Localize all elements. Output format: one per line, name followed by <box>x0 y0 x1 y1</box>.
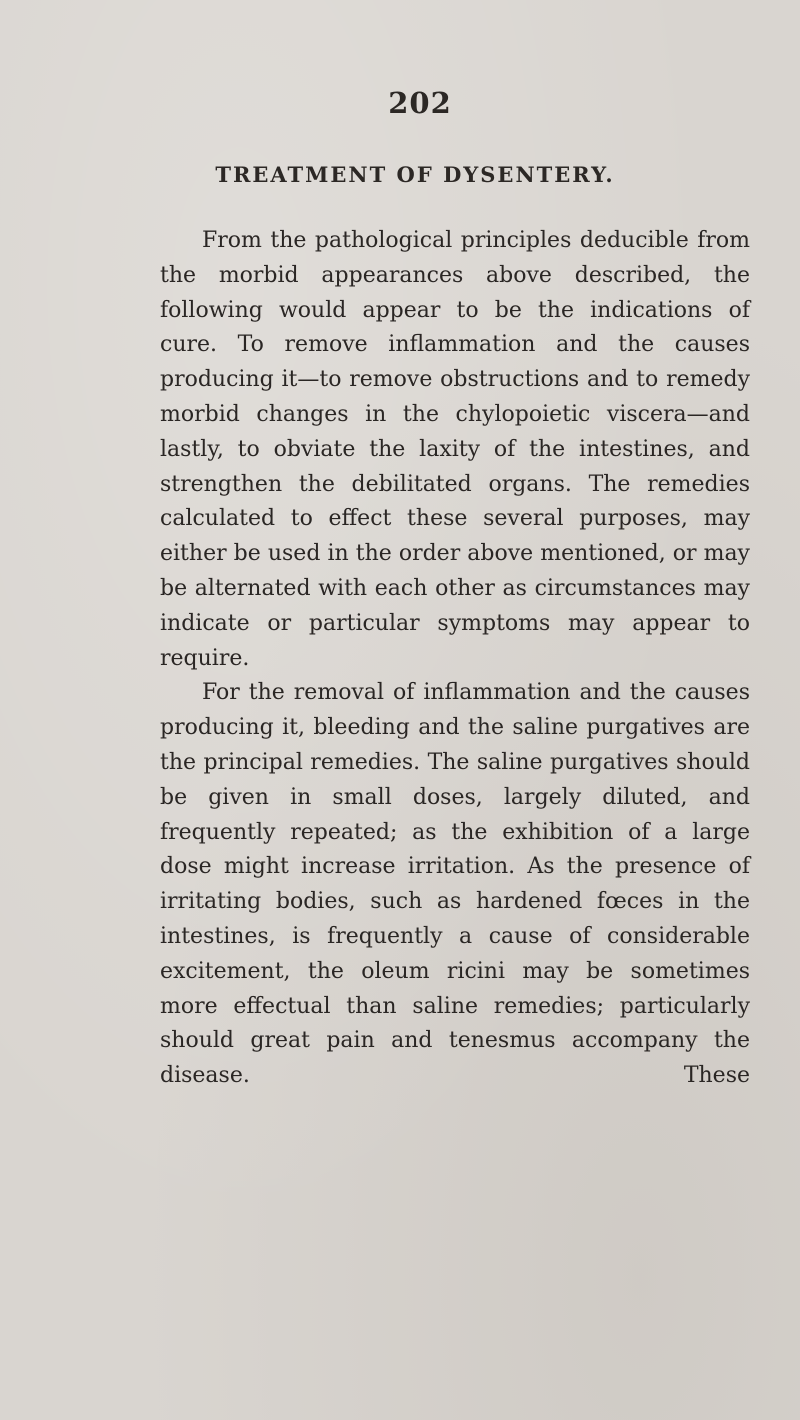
body-text <box>160 224 750 1094</box>
chapter-title: TREATMENT OF DYSENTERY. <box>215 162 615 187</box>
paragraph-2: For the removal of inflammation and the causes producing it, bleeding and the saline purgatives are the principal remedies. The saline purgatives should be given in small doses, largely diluted, and frequently repeated; as the exhibition of a large dose might increase irritation. As the presence of irritating bodies, such as hardened fœces in the intestines, is frequently a cause of considerable excitement, the oleum ricini may be sometimes more effectual than saline remedies; particularly should great pain and tenesmus accompany the disease. These <box>160 680 750 1089</box>
paragraph-1: From the pathological principles deducible from the morbid appearances above described, the following would appear to be the indications of cure. To remove inflammation and the causes producing it—to remove obstructions and to remedy morbid changes in the chylopoietic viscera—and lastly, to obviate the laxity of the intestines, and strengthen the debilitated organs. The remedies calculated to effect these several purposes, may either be used in the order above mentioned, or may be alternated with each other as circumstances may indicate or particular symptoms may appear to require. <box>160 228 750 671</box>
page-number: 202 <box>388 86 452 120</box>
